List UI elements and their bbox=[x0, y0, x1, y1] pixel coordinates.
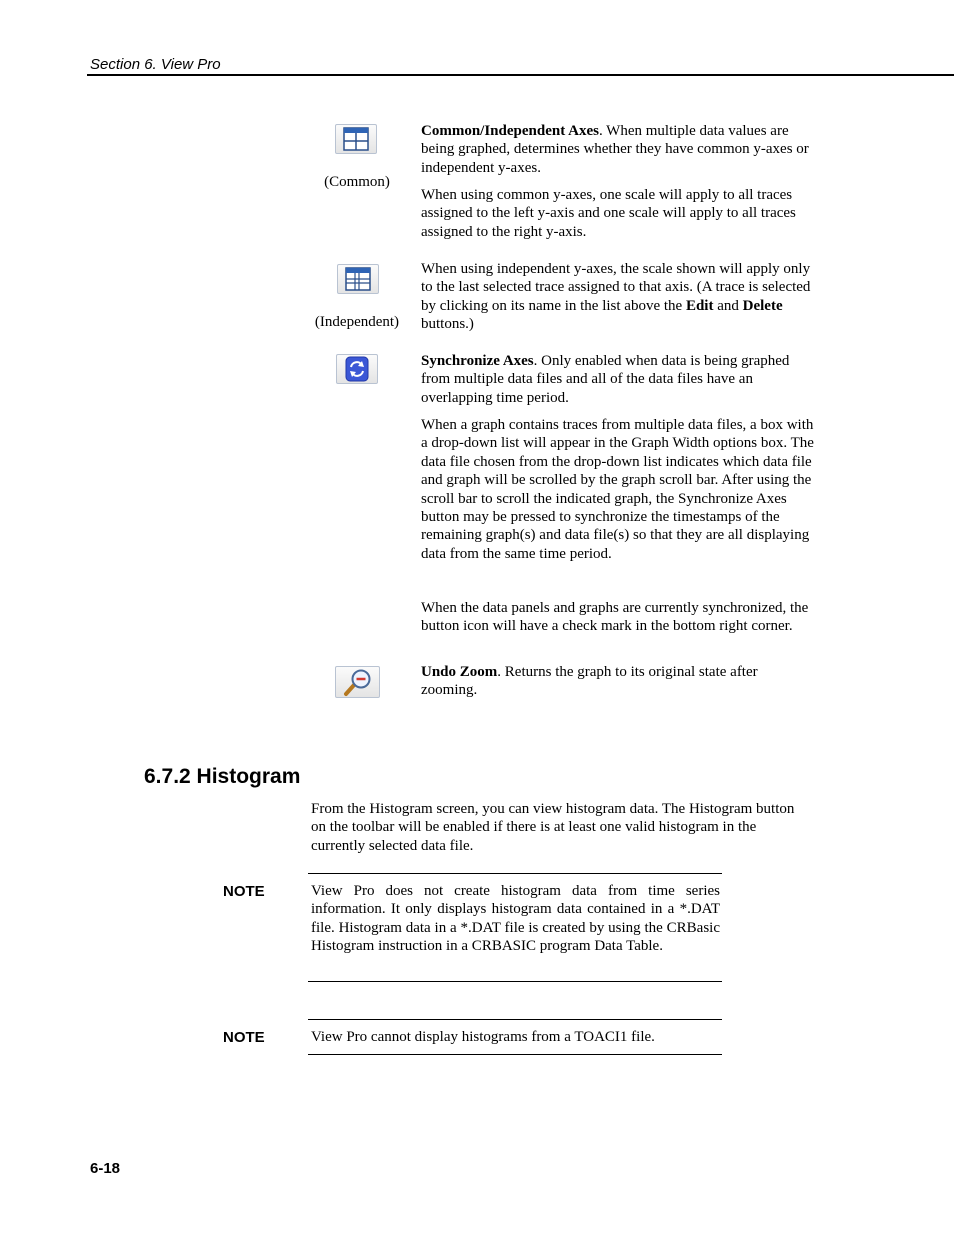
sync-axes-para: When a graph contains traces from multiple data files, a box with a drop-down list will appear in the Graph Width options box. The data file chosen from the drop-down list indicates which data file and graph will be scrolled by the graph scroll bar. After using the scroll bar to scroll the indicated graph, the Synchronize Axes button may be pressed to synchronize the timestamps of the remaining graph(s) and data file(s) so that they are all displaying data from the same time period. bbox=[421, 417, 814, 562]
note1-text: View Pro does not create histogram data from time series information. It only displays histogram data contained in a *.DAT file. Histogram data in a *.DAT file is created by using the CRBasic Histogram instruction in a CRBASIC program Data Table. bbox=[311, 883, 720, 955]
independent-axes-para: When using independent y-axes, the scale shown will apply only to the last selected trace assigned to that axis. (A trace is selected by clicking on its name in the list above the Edit and Delete buttons.) bbox=[421, 261, 811, 333]
note2-text: View Pro cannot display histograms from a TOACI1 file. bbox=[311, 1029, 655, 1045]
histogram-intro: From the Histogram screen, you can view histogram data. The Histogram button on the toolbar will be enabled if there is at least one valid histogram in the currently selected data file. bbox=[311, 801, 795, 854]
independent-caption: (Independent) bbox=[314, 314, 400, 330]
undo-zoom-desc: Undo Zoom. Returns the graph to its original state after zooming. bbox=[421, 664, 758, 699]
undo-zoom-icon bbox=[335, 666, 380, 698]
note2-top-rule bbox=[308, 1019, 722, 1020]
page-number: 6-18 bbox=[90, 1160, 121, 1177]
undo-zoom-title: Undo Zoom bbox=[421, 664, 498, 680]
synchronize-axes-icon bbox=[336, 354, 378, 384]
common-axes-para: When using common y-axes, one scale will apply to all traces assigned to the left y-axis and one scale will apply to all traces assigned to the right y-axis. bbox=[421, 187, 796, 240]
common-caption: (Common) bbox=[324, 174, 390, 190]
note2-label: NOTE bbox=[223, 1029, 265, 1046]
independent-axes-icon bbox=[337, 264, 379, 294]
header-rule bbox=[87, 74, 954, 76]
note1-bottom-rule bbox=[308, 981, 722, 982]
note2-bottom-rule bbox=[308, 1054, 722, 1055]
note1-top-rule bbox=[308, 873, 722, 874]
section-header: Section 6. View Pro bbox=[90, 56, 221, 73]
sync-axes-desc: Synchronize Axes. Only enabled when data is being graphed from multiple data files and all of the data files have an overlapping time period. bbox=[421, 353, 790, 406]
sync-axes-title: Synchronize Axes bbox=[421, 353, 534, 369]
histogram-heading: 6.7.2 Histogram bbox=[144, 765, 301, 788]
note1-label: NOTE bbox=[223, 883, 265, 900]
common-axes-icon bbox=[335, 124, 377, 154]
common-axes-desc: Common/Independent Axes. When multiple data values are being graphed, determines whether they have common y-axes or independent y-axes. bbox=[421, 123, 809, 176]
sync-axes-para-checkmark: When the data panels and graphs are currently synchronized, the button icon will have a check mark in the bottom right corner. bbox=[421, 600, 809, 635]
common-axes-title: Common/Independent Axes bbox=[421, 123, 599, 139]
